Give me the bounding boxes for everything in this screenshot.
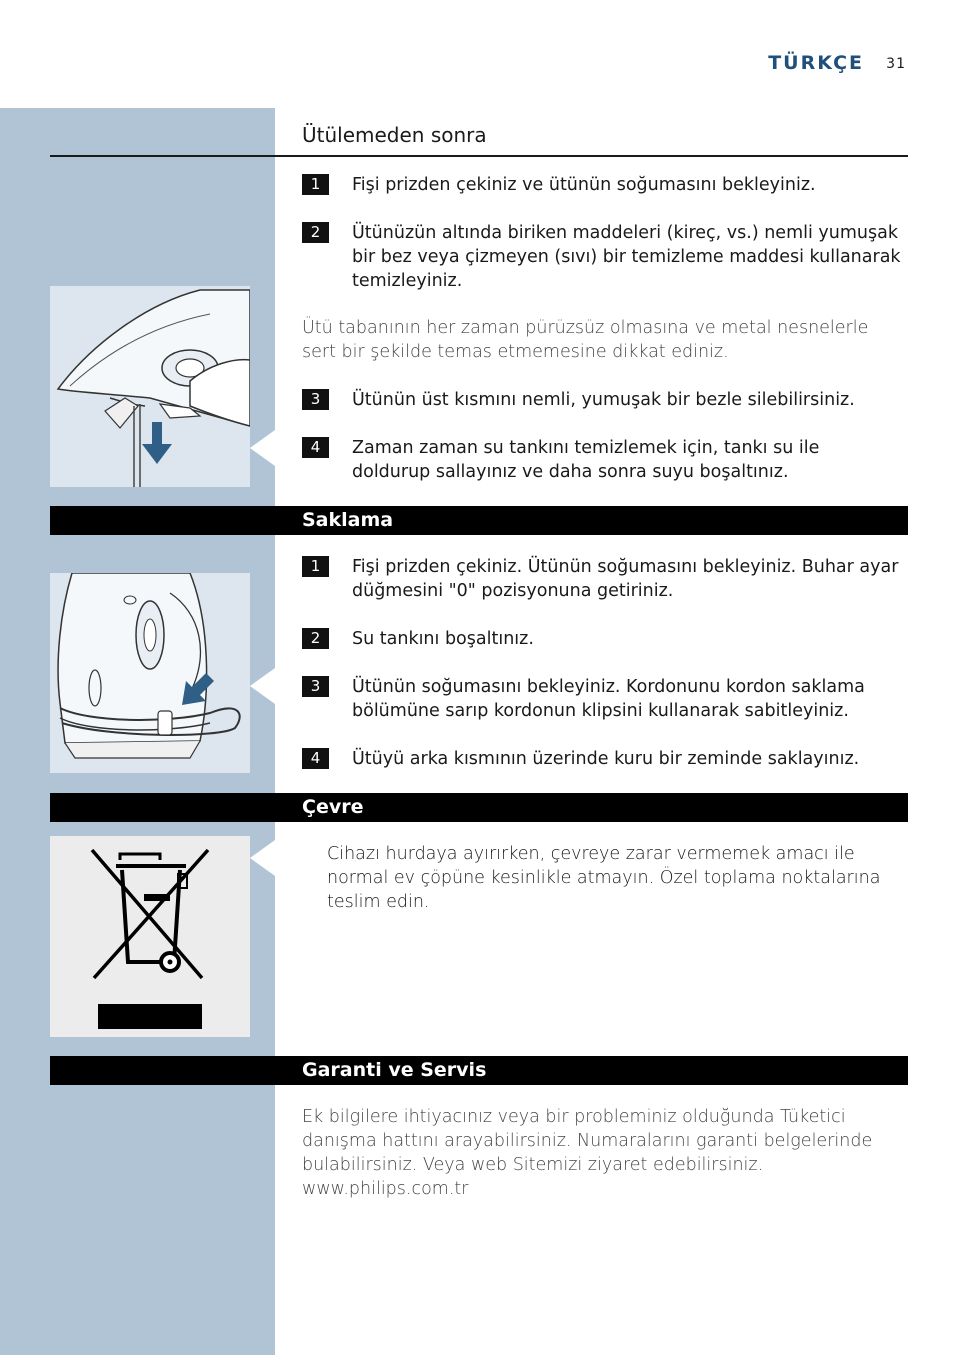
step-number: 3 xyxy=(302,389,329,410)
weee-illustration xyxy=(50,836,250,1037)
section-bar-storage xyxy=(50,506,908,535)
step-text: Ütüyü arka kısmının üzerinde kuru bir zeminde saklayınız. xyxy=(352,749,860,769)
section-bar-warranty xyxy=(50,1056,908,1085)
step-number: 1 xyxy=(302,556,329,577)
step-number: 1 xyxy=(302,174,329,195)
warranty-text: Ek bilgilere ihtiyacınız veya bir probleminiz olduğunda Tüketici danışma hattını arayabilirsiniz. Numaralarını garanti belgelerinde bulabilirsiniz. Veya web Sitemizi ziyaret edebilirsiniz. www.philips.com.tr xyxy=(302,1107,873,1199)
step-text: Zaman zaman su tankını temizlemek için, tankı su ile doldurup sallayınız ve daha sonra suyu boşaltınız. xyxy=(352,438,820,482)
section-title-warranty: Garanti ve Servis xyxy=(302,1059,487,1081)
step-after-2 xyxy=(302,221,902,293)
illustration-pointer xyxy=(250,840,275,876)
illustration-pointer xyxy=(250,668,275,704)
step-text: Ütünüzün altında biriken maddeleri (kireç, vs.) nemli yumuşak bir bez veya çizmeyen (sıvı) bir temizleme maddesi kullanarak temizleyiniz. xyxy=(352,223,901,291)
section-title-after-ironing: Ütülemeden sonra xyxy=(302,123,487,147)
step-number: 4 xyxy=(302,748,329,769)
step-text: Ütünün soğumasını bekleyiniz. Kordonunu kordon saklama bölümüne sarıp kordonun klipsini kullanarak sabitleyiniz. xyxy=(352,677,865,721)
language-label: TÜRKÇE xyxy=(768,52,864,74)
step-storage-1 xyxy=(302,555,902,603)
section-title-storage: Saklama xyxy=(302,509,394,531)
step-text: Fişi prizden çekiniz ve ütünün soğumasını bekleyiniz. xyxy=(352,175,816,195)
step-after-3 xyxy=(302,388,902,412)
down-arrow-icon xyxy=(142,422,172,464)
section-title-environment: Çevre xyxy=(302,796,364,818)
section-rule xyxy=(50,155,908,157)
step-storage-2 xyxy=(302,627,902,651)
weee-crossed-bin-icon xyxy=(50,836,250,1037)
step-after-4 xyxy=(302,436,902,484)
illustration-pointer xyxy=(250,430,275,466)
page-number: 31 xyxy=(886,56,906,72)
step-number: 4 xyxy=(302,437,329,458)
step-text: Ütünün üst kısmını nemli, yumuşak bir bezle silebilirsiniz. xyxy=(352,390,855,410)
step-number: 2 xyxy=(302,628,329,649)
section-bar-environment xyxy=(50,793,908,822)
environment-text: Cihazı hurdaya ayırırken, çevreye zarar vermemek amacı ile normal ev çöpüne kesinlikle atmayın. Özel toplama noktalarına teslim edin. xyxy=(327,844,881,912)
diagonal-arrow-icon xyxy=(178,673,214,709)
step-text: Fişi prizden çekiniz. Ütünün soğumasını bekleyiniz. Buhar ayar düğmesini "0" pozisyonuna getiriniz. xyxy=(352,557,899,601)
step-after-1 xyxy=(302,173,902,197)
iron-storage-drawing xyxy=(50,573,250,773)
iron-storage-illustration xyxy=(50,573,250,773)
iron-cleaning-illustration xyxy=(50,286,250,487)
step-text: Su tankını boşaltınız. xyxy=(352,629,534,649)
step-number: 3 xyxy=(302,676,329,697)
step-number: 2 xyxy=(302,222,329,243)
step-storage-3 xyxy=(302,675,902,723)
note-soleplate: Ütü tabanının her zaman pürüzsüz olmasına ve metal nesnelerle sert bir şekilde temas etmemesine dikkat ediniz. xyxy=(302,318,869,362)
step-storage-4 xyxy=(302,747,902,771)
